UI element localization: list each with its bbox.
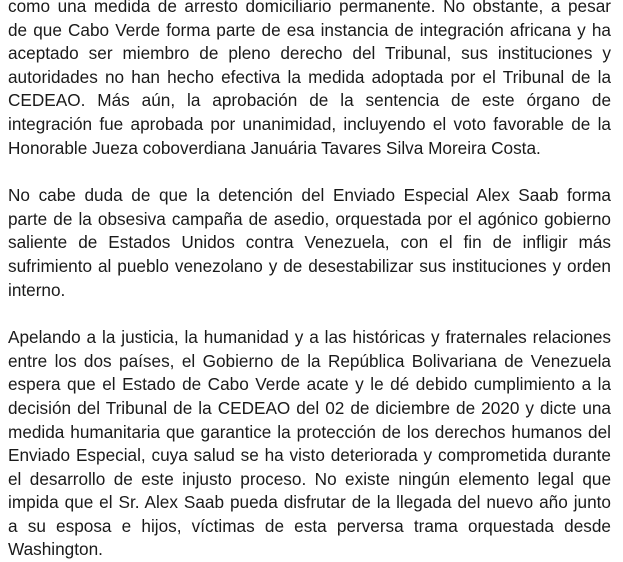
text-line: No cabe duda de que la detención del Enviado Especial Alex Saab forma: [8, 185, 611, 206]
text-line: medida humanitaria que garantice la protección de los derechos humanos del: [8, 421, 611, 442]
text-line: Enviado Especial, cuya salud se ha visto deteriorada y comprometida durante: [8, 445, 611, 466]
paragraph-3: [8, 326, 611, 562]
text-line: como una medida de arresto domiciliario permanente. No obstante, a pesar: [8, 0, 611, 16]
text-line: autoridades no han hecho efectiva la medida adoptada por el Tribunal de la: [8, 66, 611, 87]
text-line: parte de la obsesiva campaña de asedio, orquestada por el agónico gobierno: [8, 208, 611, 229]
text-line: el desarrollo de este injusto proceso. No existe ningún elemento legal que: [8, 468, 611, 489]
text-line: decisión del Tribunal de la CEDEAO del 02 de diciembre de 2020 y dicte una: [8, 397, 611, 418]
text-line: entre los dos países, el Gobierno de la República Bolivariana de Venezuela: [8, 350, 611, 371]
text-line: Apelando a la justicia, la humanidad y a las históricas y fraternales relaciones: [8, 327, 611, 348]
paragraph-1: [8, 0, 611, 160]
text-line: impida que el Sr. Alex Saab pueda disfrutar de la llegada del nuevo año junto: [8, 492, 611, 513]
text-line: espera que el Estado de Cabo Verde acate y le dé debido cumplimiento a la: [8, 374, 611, 395]
paragraph-2: [8, 184, 611, 302]
text-line: Washington.: [8, 539, 103, 560]
text-line: Honorable Jueza coboverdiana Januária Tavares Silva Moreira Costa.: [8, 137, 541, 158]
text-line: integración fue aprobada por unanimidad, incluyendo el voto favorable de la: [8, 113, 611, 134]
text-line: de que Cabo Verde forma parte de esa instancia de integración africana y ha: [8, 19, 611, 40]
text-line: sufrimiento al pueblo venezolano y de desestabilizar sus instituciones y orden: [8, 255, 611, 276]
text-line: aceptado ser miembro de pleno derecho del Tribunal, sus instituciones y: [8, 43, 611, 64]
text-line: saliente de Estados Unidos contra Venezuela, con el fin de infligir más: [8, 232, 611, 253]
document-body: [8, 0, 611, 562]
text-line: interno.: [8, 279, 66, 300]
text-line: a su esposa e hijos, víctimas de esta perversa trama orquestada desde: [8, 515, 611, 536]
text-line: CEDEAO. Más aún, la aprobación de la sentencia de este órgano de: [8, 90, 611, 111]
